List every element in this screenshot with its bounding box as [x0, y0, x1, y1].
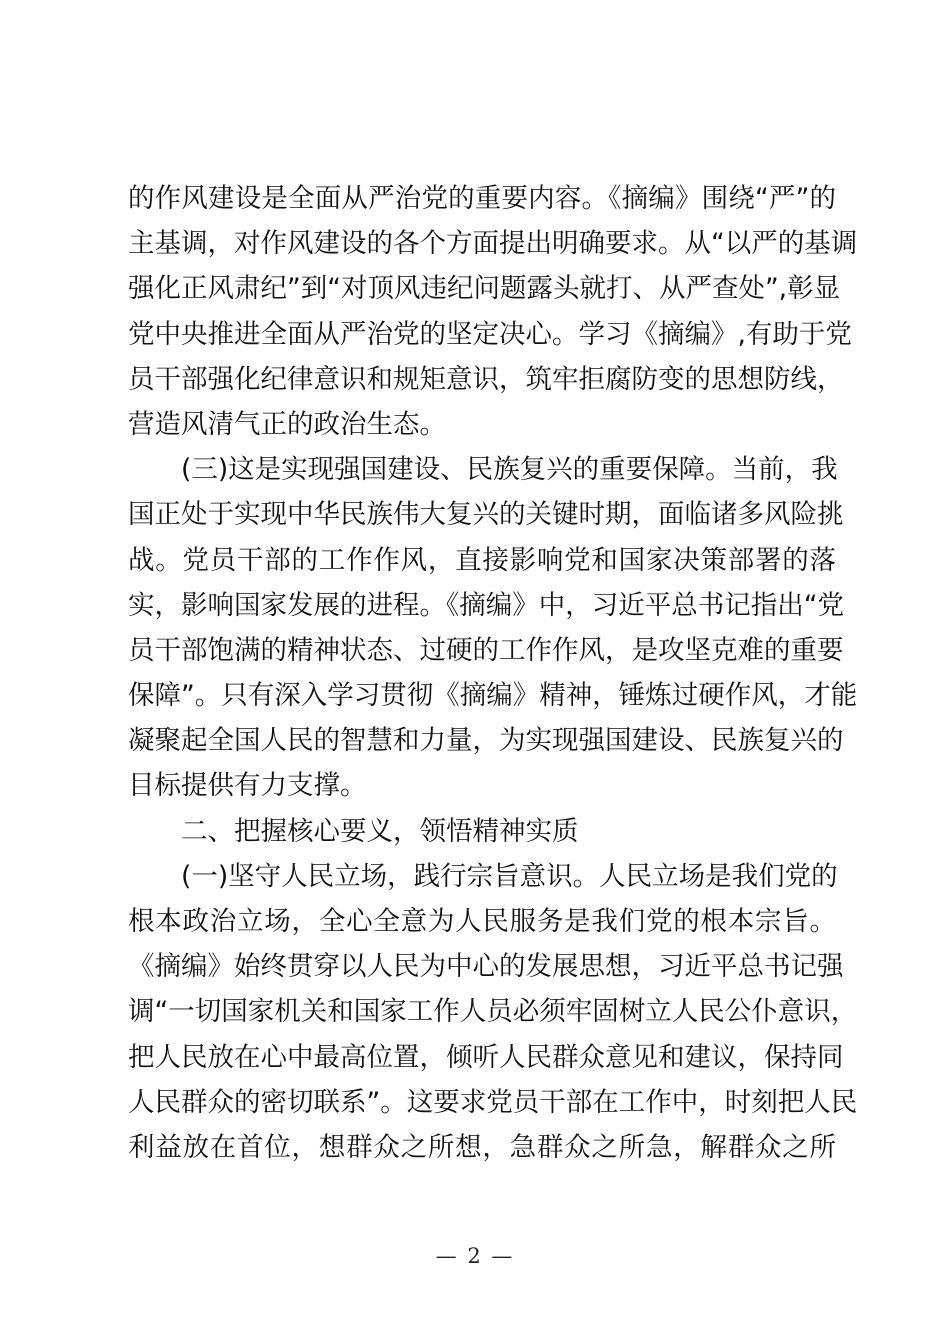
- text-line: 根本政治立场，全心全意为人民服务是我们党的根本宗旨。: [128, 906, 836, 937]
- text-line: 人民群众的密切联系”。这要求党员干部在工作中，时刻把人民: [128, 1086, 858, 1118]
- text-line: 国正处于实现中华民族伟大复兴的关键时期，面临诸多风险挑: [128, 499, 844, 531]
- text-line: 员干部饱满的精神状态、过硬的工作作风，是攻坚克难的重要: [128, 634, 844, 666]
- text-line: 把人民放在心中最高位置，倾听人民群众意见和建议，保持同: [128, 1041, 844, 1073]
- text-line: 强化正风肃纪”到“对顶风违纪问题露头就打、从严查处”,彰显: [128, 273, 841, 305]
- text-line: 《摘编》始终贯穿以人民为中心的发展思想，习近平总书记强: [128, 951, 844, 983]
- chapter-heading: 二、把握核心要义，领悟精神实质: [181, 815, 579, 847]
- section-heading: (三)这是实现强国建设、民族复兴的重要保障。当前，我: [181, 454, 838, 486]
- page-number: — 2 —: [435, 1244, 515, 1268]
- text-line: 利益放在首位，想群众之所想，急群众之所急，解群众之所: [128, 1131, 836, 1163]
- text-line: 战。党员干部的工作作风，直接影响党和国家决策部署的落: [128, 544, 836, 576]
- document-body: [128, 176, 858, 1170]
- text-line: 凝聚起全国人民的智慧和力量，为实现强国建设、民族复兴的: [128, 725, 844, 757]
- section-heading: (一)坚守人民立场，践行宗旨意识。人民立场是我们党的: [181, 860, 838, 892]
- text-line: 营造风清气正的政治生态。: [128, 408, 446, 440]
- text-line: 党中央推进全面从严治党的坚定决心。学习《摘编》,有助于党: [128, 318, 852, 350]
- text-line: 调“一切国家机关和国家工作人员必须牢固树立人民公仆意识，: [128, 996, 858, 1028]
- text-line: 员干部强化纪律意识和规矩意识，筑牢拒腐防变的思想防线，: [128, 363, 844, 395]
- text-line: 实，影响国家发展的进程。《摘编》中，习近平总书记指出“党: [128, 589, 844, 621]
- text-line: 保障”。只有深入学习贯彻《摘编》精神，锤炼过硬作风，才能: [128, 680, 858, 712]
- text-line: 的作风建设是全面从严治党的重要内容。《摘编》围绕“严”的: [128, 183, 836, 214]
- text-line: 主基调，对作风建设的各个方面提出明确要求。从“以严的基调: [128, 228, 858, 260]
- text-line: 目标提供有力支撑。: [128, 770, 367, 802]
